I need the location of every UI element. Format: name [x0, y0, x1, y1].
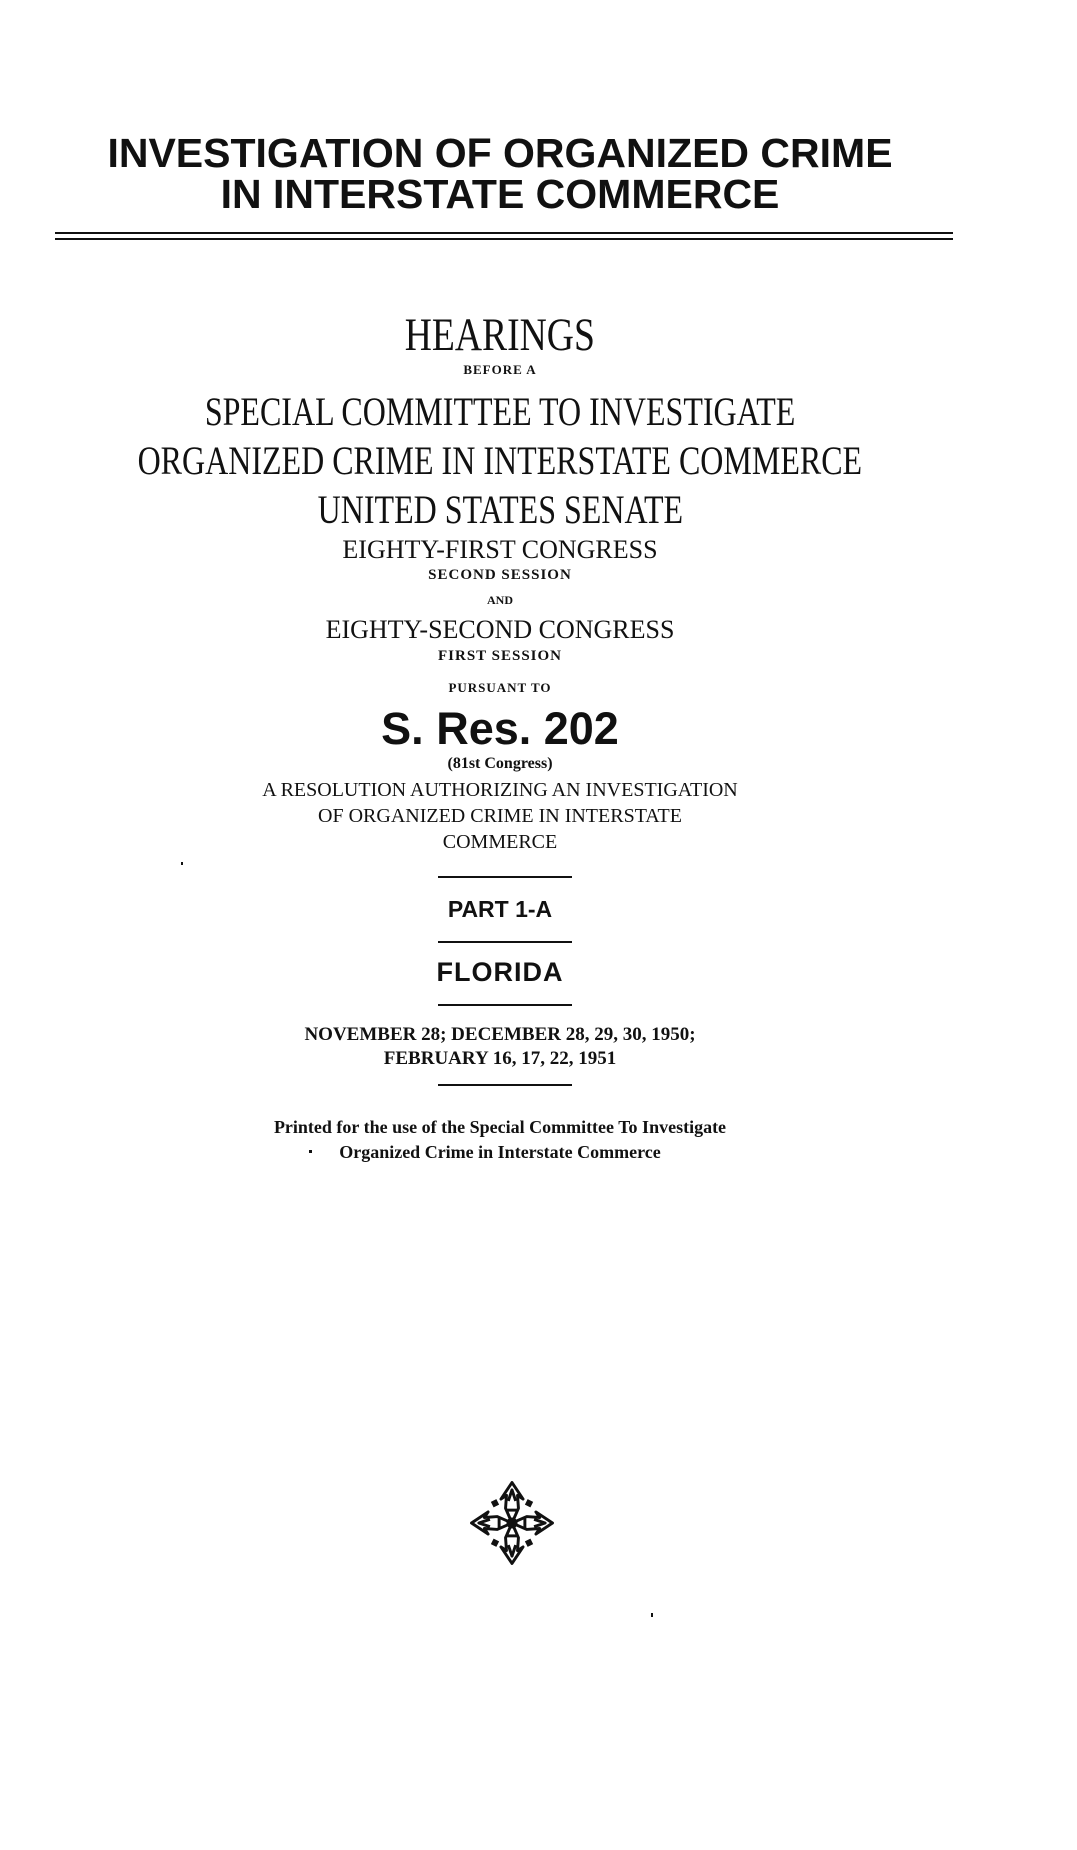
- resolution-description-line-1: A RESOLUTION AUTHORIZING AN INVESTIGATION: [262, 779, 738, 801]
- first-congress-session: SECOND SESSION: [428, 567, 572, 583]
- resolution-description-line-3: COMMERCE: [442, 831, 558, 853]
- scan-speck: [309, 1150, 312, 1153]
- hearing-location: FLORIDA: [436, 957, 564, 987]
- committee-name-line-2-text: ORGANIZED CRIME IN INTERSTATE COMMERCE: [137, 438, 863, 483]
- committee-name-line-1: [0, 389, 1000, 434]
- senate-name-text: UNITED STATES SENATE: [317, 487, 683, 532]
- scan-speck: [651, 1613, 653, 1617]
- resolution-congress: (81st Congress): [447, 755, 553, 772]
- eighty-first-congress: EIGHTY-FIRST CONGRESS: [342, 535, 658, 564]
- printed-for-line-2: Organized Crime in Interstate Commerce: [339, 1142, 661, 1162]
- and-label: AND: [487, 593, 513, 607]
- resolution-description-line-2: OF ORGANIZED CRIME IN INTERSTATE: [318, 805, 682, 827]
- location-rule: [438, 1004, 572, 1006]
- hearings-heading: [0, 309, 1000, 361]
- eighty-second-congress: EIGHTY-SECOND CONGRESS: [325, 615, 675, 644]
- title-double-rule-top: [55, 232, 953, 234]
- committee-name-line-1-text: SPECIAL COMMITTEE TO INVESTIGATE: [204, 389, 796, 434]
- resolution-number: S. Res. 202: [381, 703, 619, 754]
- part-rule-bottom: [438, 941, 572, 943]
- second-congress-session: FIRST SESSION: [437, 648, 563, 664]
- hearing-dates-line-1: NOVEMBER 28; DECEMBER 28, 29, 30, 1950;: [304, 1024, 696, 1045]
- printer-ornament-icon: [466, 1477, 558, 1569]
- part-rule-top: [438, 876, 572, 878]
- printed-for-line-1: Printed for the use of the Special Committee To Investigate: [273, 1117, 727, 1137]
- pursuant-to-label: PURSUANT TO: [448, 680, 552, 695]
- part-number: PART 1-A: [447, 896, 553, 922]
- senate-name: [0, 487, 1000, 532]
- document-title-line-1: INVESTIGATION OF ORGANIZED CRIME: [107, 130, 893, 176]
- document-title-line-2: IN INTERSTATE COMMERCE: [220, 171, 780, 217]
- scan-speck: [181, 862, 183, 865]
- before-a-label: BEFORE A: [463, 362, 537, 377]
- committee-name-line-2: [0, 438, 1000, 483]
- hearing-dates-line-2: FEBRUARY 16, 17, 22, 1951: [383, 1048, 617, 1069]
- hearings-heading-text: HEARINGS: [404, 309, 596, 361]
- title-double-rule-bottom: [55, 238, 953, 240]
- dates-rule: [438, 1084, 572, 1086]
